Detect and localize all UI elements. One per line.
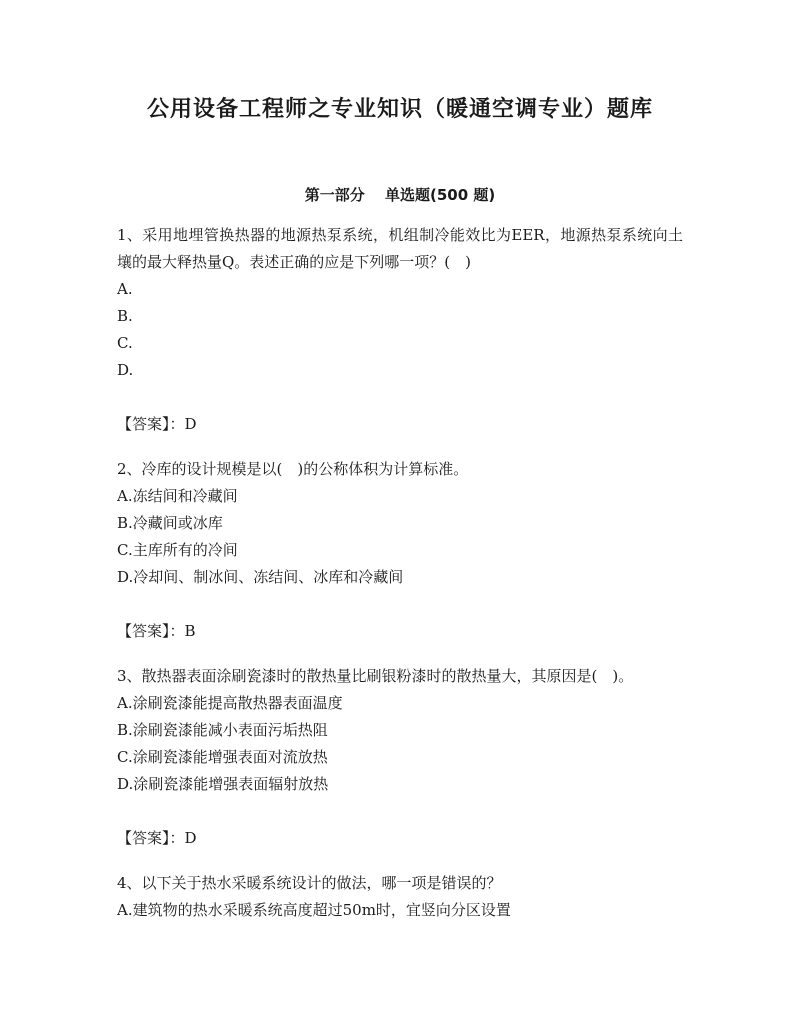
option-a: A.建筑物的热水采暖系统高度超过50m时，宜竖向分区设置 <box>117 901 511 919</box>
option-d: D.涂刷瓷漆能增强表面辐射放热 <box>117 775 329 793</box>
question-list <box>117 222 683 924</box>
option-b: B.冷藏间或冰库 <box>117 514 223 532</box>
option-c: C.涂刷瓷漆能增强表面对流放热 <box>117 748 328 766</box>
question-stem: 1、采用地埋管换热器的地源热泵系统，机组制冷能效比为EER，地源热泵系统向土壤的最大释热量Q。表述正确的应是下列哪一项？( ) <box>117 226 683 271</box>
question-stem: 3、散热器表面涂刷瓷漆时的散热量比刷银粉漆时的散热量大，其原因是( )。 <box>117 667 634 685</box>
section-title: 第一部分 单选题(500 题) <box>304 186 496 204</box>
question-4 <box>117 870 683 924</box>
question-2 <box>117 456 683 663</box>
option-c: C.主库所有的冷间 <box>117 541 238 559</box>
question-stem: 2、冷库的设计规模是以( )的公称体积为计算标准。 <box>117 460 469 478</box>
option-a: A.冻结间和冷藏间 <box>117 487 238 505</box>
option-b: B.涂刷瓷漆能减小表面污垢热阻 <box>117 721 328 739</box>
question-1 <box>117 222 683 456</box>
document-title: 公用设备工程师之专业知识（暖通空调专业）题库 <box>146 97 653 122</box>
option-a: A.涂刷瓷漆能提高散热器表面温度 <box>117 694 343 712</box>
option-d: D.冷却间、制冰间、冻结间、冰库和冷藏间 <box>117 568 404 586</box>
answer-label: 【答案】：D <box>117 829 197 847</box>
question-stem: 4、以下关于热水采暖系统设计的做法，哪一项是错误的？ <box>117 874 502 892</box>
option-d: D. <box>117 361 134 379</box>
answer-label: 【答案】：B <box>117 622 196 640</box>
answer-label: 【答案】：D <box>117 415 197 433</box>
option-b: B. <box>117 307 133 325</box>
option-c: C. <box>117 334 133 352</box>
option-a: A. <box>117 280 133 298</box>
question-3 <box>117 663 683 870</box>
